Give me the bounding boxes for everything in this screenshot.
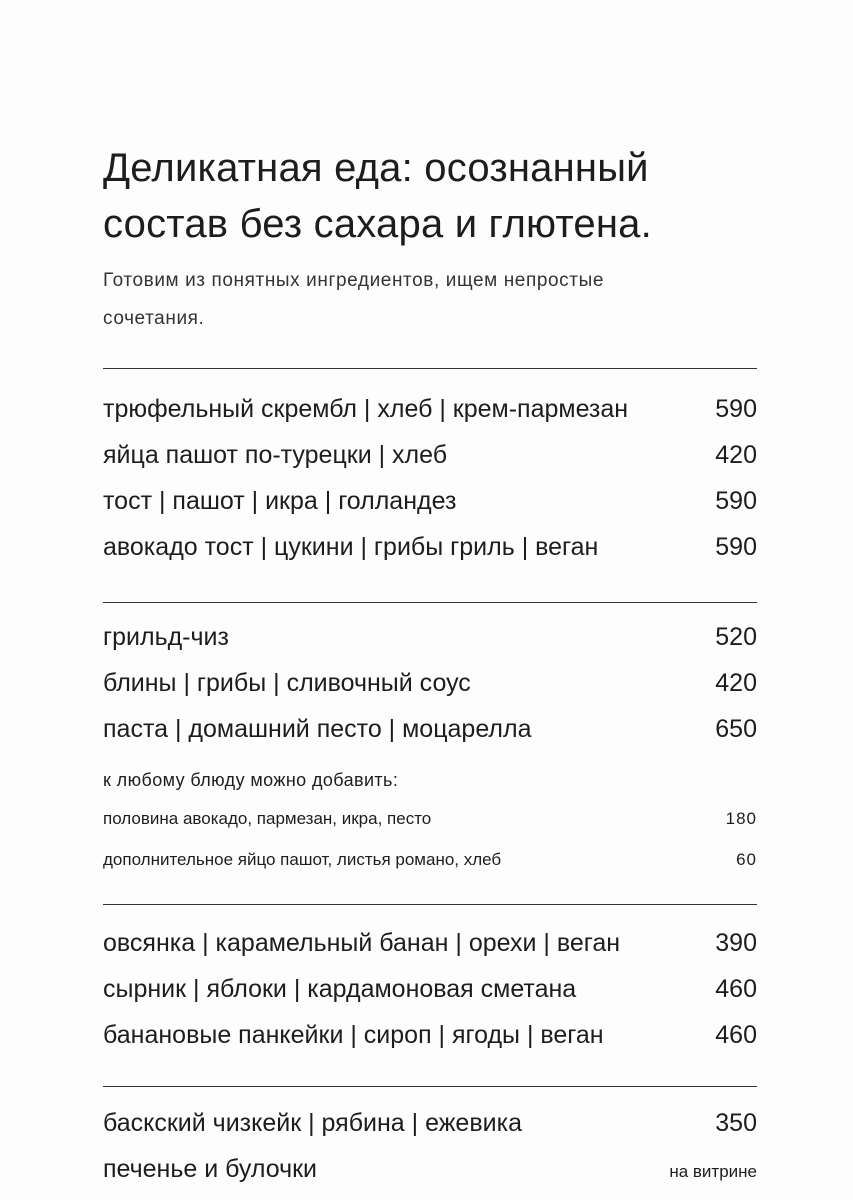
divider — [103, 368, 757, 369]
subtitle-line-1: Готовим из понятных ингредиентов, ищем непростые — [103, 270, 605, 291]
item-name: трюфельный скрембл | хлеб | крем-пармезан — [103, 395, 629, 423]
item-name: овсянка | карамельный банан | орехи | веган — [103, 929, 621, 957]
subtitle-line-2: сочетания. — [103, 308, 205, 329]
title-line-2: состав без сахара и глютена. — [103, 202, 652, 246]
item-price: 650 — [715, 715, 757, 743]
addon-price: 180 — [725, 809, 757, 828]
section-sweet — [103, 920, 757, 1058]
item-price: 420 — [715, 669, 757, 697]
addon-item — [103, 839, 757, 880]
item-name: баскский чизкейк | рябина | ежевика — [103, 1109, 522, 1137]
item-name: тост | пашот | икра | голландез — [103, 487, 457, 515]
item-price: 460 — [715, 1021, 757, 1049]
item-price: 590 — [715, 533, 757, 561]
section-desserts — [103, 1100, 757, 1195]
item-name: паста | домашний песто | моцарелла — [103, 715, 532, 743]
section-breakfast — [103, 386, 757, 570]
menu-item — [103, 478, 757, 524]
menu-item — [103, 432, 757, 478]
menu-content — [103, 140, 757, 1195]
item-price: 460 — [715, 975, 757, 1003]
item-name: печенье и булочки — [103, 1155, 318, 1183]
item-name: сырник | яблоки | кардамоновая сметана — [103, 975, 577, 1003]
item-price: 590 — [715, 487, 757, 515]
divider — [103, 904, 757, 905]
menu-item — [103, 920, 757, 966]
menu-item — [103, 1012, 757, 1058]
item-name: яйца пашот по-турецки | хлеб — [103, 441, 448, 469]
menu-title — [103, 140, 757, 252]
divider — [103, 1086, 757, 1087]
item-name: авокадо тост | цукини | грибы гриль | веган — [103, 533, 599, 561]
item-price: 590 — [715, 395, 757, 423]
addon-name: половина авокадо, пармезан, икра, песто — [103, 809, 432, 828]
menu-item — [103, 966, 757, 1012]
menu-item — [103, 706, 757, 752]
item-name: блины | грибы | сливочный соус — [103, 669, 471, 697]
addon-price: 60 — [736, 850, 757, 869]
menu-item — [103, 1146, 757, 1195]
addon-item — [103, 798, 757, 839]
item-price: 350 — [715, 1109, 757, 1137]
addons-note: к любому блюду можно добавить: — [103, 770, 399, 790]
menu-item — [103, 1100, 757, 1146]
item-price: на витрине — [669, 1162, 757, 1181]
menu-item — [103, 660, 757, 706]
item-name: банановые панкейки | сироп | ягоды | веган — [103, 1021, 604, 1049]
menu-item — [103, 386, 757, 432]
item-name: грильд-чиз — [103, 623, 229, 651]
addon-name: дополнительное яйцо пашот, листья романо, хлеб — [103, 850, 502, 869]
item-price: 420 — [715, 441, 757, 469]
divider — [103, 602, 757, 603]
menu-item — [103, 524, 757, 570]
item-price: 520 — [715, 623, 757, 651]
menu-item — [103, 614, 757, 660]
menu-subtitle — [103, 262, 757, 338]
item-price: 390 — [715, 929, 757, 957]
title-line-1: Деликатная еда: осознанный — [103, 146, 649, 190]
section-mains — [103, 614, 757, 880]
